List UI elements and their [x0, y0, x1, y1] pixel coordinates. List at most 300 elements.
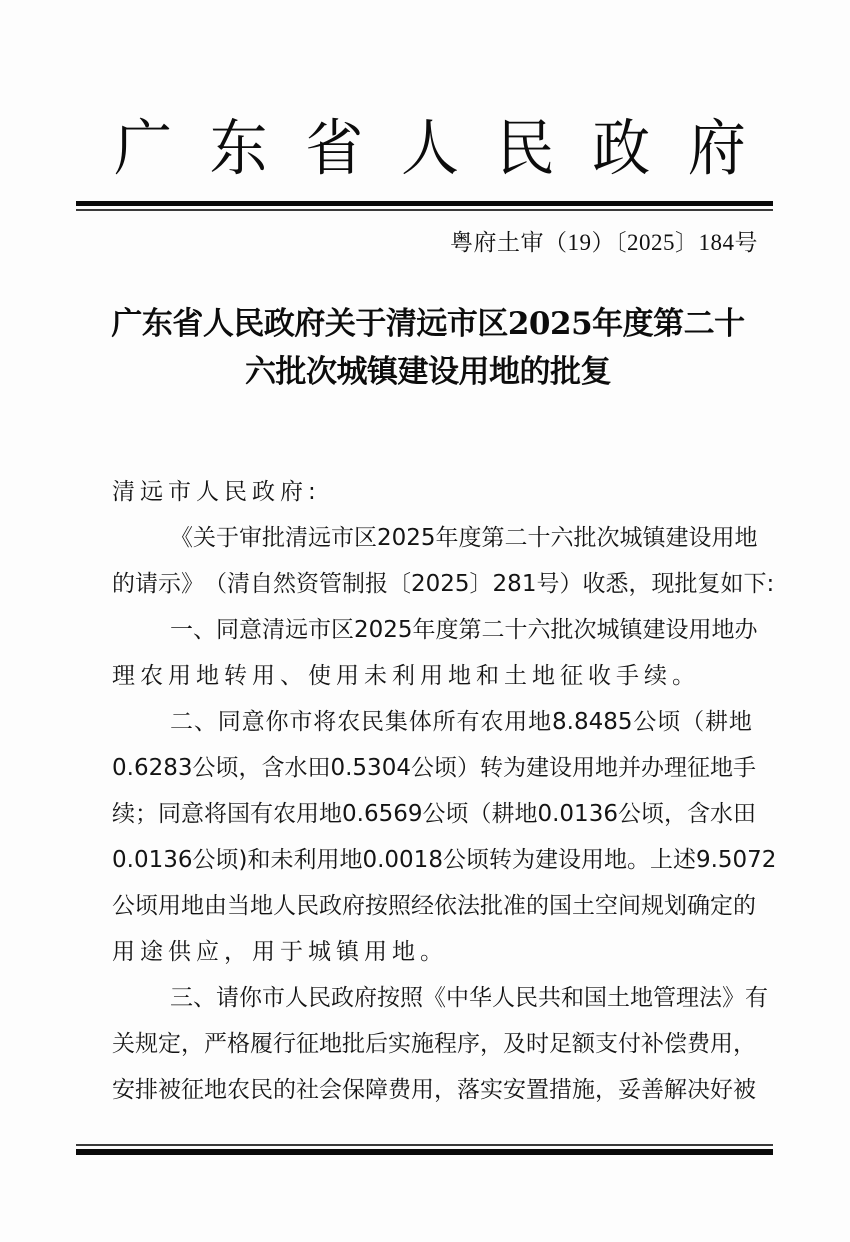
- body-glyph: 0.5304: [330, 755, 411, 781]
- body-glyph: 序: [457, 1031, 480, 1057]
- body-glyph: 照: [400, 985, 423, 1011]
- body-glyph: 中: [446, 985, 469, 1011]
- body-glyph: 足: [549, 1031, 572, 1057]
- body-glyph: 》: [722, 985, 745, 1011]
- body-glyph: 用: [580, 847, 604, 873]
- body-line: [112, 1067, 756, 1113]
- body-glyph: 次: [596, 525, 620, 551]
- body-glyph: 时: [526, 1031, 549, 1057]
- body-glyph: 定: [710, 893, 733, 919]
- body-glyph: 有: [456, 709, 480, 735]
- body-glyph: 经: [411, 893, 434, 919]
- body-glyph: 民: [361, 709, 384, 735]
- body-glyph: 当: [227, 893, 250, 919]
- title-line: 六批次城镇建设用地的批复: [245, 354, 611, 390]
- body-glyph: 转: [479, 755, 503, 781]
- body-glyph: 严: [204, 1031, 227, 1057]
- document-body: [112, 469, 777, 1113]
- body-glyph: 、: [193, 709, 217, 735]
- body-glyph: 土: [572, 893, 595, 919]
- body-glyph: 第: [481, 525, 505, 551]
- body-glyph: 的: [733, 893, 756, 919]
- body-glyph: 0.0136: [537, 801, 618, 827]
- body-line-text: 理农用地转用、使用未利用地和土地征收手续。: [112, 663, 700, 689]
- body-glyph: 手: [732, 755, 756, 781]
- body-glyph: 障: [365, 1077, 388, 1103]
- body-glyph: 的: [526, 893, 549, 919]
- body-glyph: （: [681, 709, 705, 735]
- body-glyph: 二: [481, 617, 505, 643]
- body-glyph: 第: [458, 617, 482, 643]
- body-glyph: 耕: [704, 709, 728, 735]
- body-glyph: 地: [734, 525, 758, 551]
- body-glyph: 建: [534, 847, 558, 873]
- body-glyph: 民: [515, 985, 538, 1011]
- masthead-char: 政: [592, 112, 651, 184]
- body-line: [112, 883, 756, 929]
- body-line: [112, 515, 758, 561]
- body-glyph: 请: [135, 571, 158, 597]
- body-glyph: 办: [640, 755, 664, 781]
- body-glyph: 公: [633, 709, 657, 735]
- body-glyph: 和: [247, 847, 271, 873]
- body-glyph: 顷: [640, 801, 664, 827]
- body-glyph: 用: [296, 801, 319, 827]
- body-glyph: :: [766, 571, 775, 597]
- body-glyph: 号: [536, 571, 560, 597]
- issuer-masthead: [110, 108, 750, 188]
- body-glyph: 用: [688, 617, 712, 643]
- body-glyph: 〕: [469, 571, 493, 597]
- body-glyph: 人: [492, 985, 515, 1011]
- body-glyph: 额: [572, 1031, 595, 1057]
- body-glyph: 费: [388, 1077, 411, 1103]
- body-glyph: 地: [514, 801, 538, 827]
- body-glyph: 、: [193, 985, 216, 1011]
- body-glyph: 于: [216, 525, 239, 551]
- body-glyph: 和: [561, 985, 584, 1011]
- body-line: [112, 929, 752, 975]
- body-glyph: 审: [239, 525, 262, 551]
- body-glyph: ）: [456, 755, 480, 781]
- body-glyph: 解: [664, 1077, 687, 1103]
- body-line: [112, 699, 752, 745]
- body-glyph: 顷: [445, 801, 469, 827]
- body-glyph: 被: [158, 1077, 181, 1103]
- body-glyph: 政: [331, 985, 354, 1011]
- body-glyph: 转: [488, 847, 512, 873]
- body-glyph: 公: [617, 801, 641, 827]
- body-glyph: 资: [296, 571, 319, 597]
- body-glyph: （: [204, 571, 227, 597]
- title-line: 广东省人民政府关于清远市区2025年度第二十: [111, 306, 745, 342]
- body-glyph: ）: [559, 571, 583, 597]
- masthead-char: 广: [113, 112, 172, 184]
- body-glyph: 8.8485: [552, 709, 633, 735]
- body-glyph: 间: [618, 893, 641, 919]
- body-glyph: 上: [649, 847, 673, 873]
- body-glyph: 镇: [642, 525, 666, 551]
- body-glyph: 9.5072: [695, 847, 777, 873]
- body-glyph: 会: [319, 1077, 342, 1103]
- body-glyph: 述: [672, 847, 696, 873]
- body-glyph: 由: [204, 893, 227, 919]
- body-glyph: 设: [665, 617, 689, 643]
- body-glyph: 2025: [377, 525, 436, 551]
- body-glyph: 公: [422, 801, 446, 827]
- body-glyph: 关: [112, 1031, 135, 1057]
- body-glyph: 清: [227, 571, 250, 597]
- body-line: [112, 653, 752, 699]
- body-glyph: 程: [434, 1031, 457, 1057]
- body-glyph: 实: [388, 1031, 411, 1057]
- body-glyph: 清: [262, 617, 285, 643]
- body-glyph: 补: [641, 1031, 664, 1057]
- body-glyph: 有: [250, 801, 273, 827]
- body-glyph: 农: [273, 801, 296, 827]
- body-glyph: 十: [504, 617, 528, 643]
- masthead-char: 省: [305, 112, 364, 184]
- body-glyph: 顷: [433, 755, 457, 781]
- body-line: [112, 975, 768, 1021]
- body-glyph: 用: [504, 709, 528, 735]
- body-glyph: 依: [434, 893, 457, 919]
- body-glyph: 远: [285, 617, 308, 643]
- body-glyph: 公: [112, 893, 135, 919]
- body-glyph: 用: [710, 1031, 733, 1057]
- body-line: [112, 1021, 756, 1067]
- body-glyph: 措: [549, 1077, 572, 1103]
- body-glyph: 办: [734, 617, 758, 643]
- body-glyph: 征: [296, 1031, 319, 1057]
- body-glyph: 设: [688, 525, 712, 551]
- body-glyph: 确: [687, 893, 710, 919]
- body-glyph: 含: [686, 801, 710, 827]
- body-glyph: 市: [331, 525, 354, 551]
- footer-rule-thick: [76, 1149, 773, 1155]
- body-line: [112, 837, 777, 883]
- body-glyph: 排: [135, 1077, 158, 1103]
- body-glyph: 0.6283: [112, 755, 193, 781]
- body-glyph: 意: [239, 617, 262, 643]
- body-line-text: 用途供应，用于城镇用地。: [112, 939, 448, 965]
- body-glyph: 六: [527, 617, 551, 643]
- body-glyph: 妥: [618, 1077, 641, 1103]
- body-glyph: 收: [582, 571, 606, 597]
- body-glyph: 公: [410, 755, 434, 781]
- body-glyph: 善: [641, 1077, 664, 1103]
- body-glyph: 含: [261, 755, 285, 781]
- body-glyph: 规: [641, 893, 664, 919]
- body-glyph: 市: [289, 709, 313, 735]
- body-glyph: 度: [435, 617, 459, 643]
- body-glyph: 二: [170, 709, 193, 735]
- body-glyph: 自: [250, 571, 273, 597]
- body-glyph: 请: [216, 985, 239, 1011]
- body-glyph: 年: [435, 525, 459, 551]
- body-glyph: 水: [709, 801, 733, 827]
- body-glyph: 实: [480, 1077, 503, 1103]
- body-glyph: 281: [492, 571, 537, 597]
- body-glyph: 同: [158, 801, 181, 827]
- body-glyph: 顷: [215, 755, 239, 781]
- body-glyph: 次: [573, 617, 597, 643]
- body-glyph: 社: [296, 1077, 319, 1103]
- body-line: [112, 561, 775, 607]
- body-glyph: ，: [663, 801, 687, 827]
- body-glyph: 空: [595, 893, 618, 919]
- body-glyph: 费: [687, 1031, 710, 1057]
- body-line: [112, 745, 756, 791]
- body-glyph: ，: [733, 1031, 756, 1057]
- body-glyph: 批: [262, 525, 285, 551]
- body-glyph: 建: [525, 755, 549, 781]
- body-glyph: 〔: [388, 571, 411, 597]
- body-glyph: 公: [192, 847, 216, 873]
- body-glyph: 将: [313, 709, 337, 735]
- body-glyph: 批: [573, 525, 597, 551]
- body-glyph: 安: [503, 1077, 526, 1103]
- body-glyph: 支: [595, 1031, 618, 1057]
- body-glyph: 然: [273, 571, 296, 597]
- body-glyph: 报: [365, 571, 388, 597]
- body-glyph: 格: [227, 1031, 250, 1057]
- body-glyph: ；: [135, 801, 158, 827]
- header-rule-thick: [76, 201, 773, 206]
- body-glyph: 田: [732, 801, 756, 827]
- body-glyph: 置: [526, 1077, 549, 1103]
- body-glyph: 地: [603, 847, 627, 873]
- body-glyph: 。: [626, 847, 650, 873]
- body-glyph: 区: [331, 617, 354, 643]
- body-glyph: 地: [204, 1077, 227, 1103]
- body-glyph: 征: [181, 1077, 204, 1103]
- body-glyph: 批: [480, 893, 503, 919]
- body-glyph: 六: [550, 525, 574, 551]
- body-glyph: 顷: [135, 893, 158, 919]
- body-glyph: 现: [651, 571, 675, 597]
- body-glyph: 年: [412, 617, 436, 643]
- body-glyph: 决: [687, 1077, 710, 1103]
- body-glyph: 的: [273, 1077, 296, 1103]
- body-glyph: 十: [527, 525, 551, 551]
- body-glyph: 市: [262, 985, 285, 1011]
- body-glyph: 同: [216, 617, 239, 643]
- body-glyph: 用: [411, 1077, 434, 1103]
- body-glyph: 土: [607, 985, 630, 1011]
- body-glyph: 用: [571, 755, 595, 781]
- body-glyph: 民: [250, 1077, 273, 1103]
- body-glyph: 批: [550, 617, 574, 643]
- body-glyph: 意: [181, 801, 204, 827]
- body-glyph: 国: [549, 893, 572, 919]
- body-paragraphs: [112, 515, 777, 1113]
- body-glyph: ): [238, 847, 248, 873]
- body-glyph: 照: [388, 893, 411, 919]
- body-glyph: 管: [319, 571, 342, 597]
- body-glyph: 地: [250, 893, 273, 919]
- body-glyph: 顷: [657, 709, 681, 735]
- body-glyph: 地: [709, 755, 733, 781]
- body-glyph: ，: [238, 755, 262, 781]
- body-glyph: 被: [733, 1077, 756, 1103]
- addressee: [112, 469, 752, 515]
- body-glyph: 公: [192, 755, 216, 781]
- body-glyph: 你: [265, 709, 289, 735]
- body-glyph: 划: [664, 893, 687, 919]
- document-number: 粤府土审（19）〔2025〕184号: [450, 230, 758, 255]
- body-glyph: 府: [354, 985, 377, 1011]
- body-glyph: 将: [204, 801, 227, 827]
- body-glyph: 人: [273, 893, 296, 919]
- body-glyph: 农: [227, 1077, 250, 1103]
- body-glyph: 国: [227, 801, 250, 827]
- body-glyph: 用: [711, 525, 735, 551]
- body-glyph: 政: [319, 893, 342, 919]
- body-glyph: 按: [365, 893, 388, 919]
- body-glyph: 地: [594, 755, 618, 781]
- body-glyph: 耕: [491, 801, 515, 827]
- body-glyph: 为: [511, 847, 535, 873]
- masthead-char: 东: [209, 112, 268, 184]
- body-glyph: 《: [170, 525, 193, 551]
- body-glyph: 建: [665, 525, 689, 551]
- body-glyph: 0.0018: [362, 847, 443, 873]
- body-line: [112, 607, 758, 653]
- body-glyph: 后: [365, 1031, 388, 1057]
- body-glyph: 并: [617, 755, 641, 781]
- body-glyph: 理: [663, 755, 687, 781]
- body-glyph: 田: [307, 755, 331, 781]
- body-glyph: 续: [112, 801, 135, 827]
- body-glyph: 按: [377, 985, 400, 1011]
- body-glyph: 城: [619, 525, 643, 551]
- body-glyph: 偿: [664, 1031, 687, 1057]
- body-glyph: 地: [728, 709, 752, 735]
- body-glyph: 2025: [411, 571, 470, 597]
- body-glyph: 国: [584, 985, 607, 1011]
- body-glyph: 批: [674, 571, 698, 597]
- body-glyph: 人: [285, 985, 308, 1011]
- body-glyph: 保: [342, 1077, 365, 1103]
- body-glyph: 准: [503, 893, 526, 919]
- body-glyph: 及: [503, 1031, 526, 1057]
- body-glyph: 集: [384, 709, 408, 735]
- body-glyph: 地: [630, 985, 653, 1011]
- body-glyph: 安: [112, 1077, 135, 1103]
- body-glyph: 地: [339, 847, 363, 873]
- body-glyph: 同: [217, 709, 241, 735]
- body-glyph: 2025: [354, 617, 413, 643]
- body-glyph: 理: [676, 985, 699, 1011]
- body-glyph: 地: [319, 1031, 342, 1057]
- body-glyph: 批: [342, 1031, 365, 1057]
- body-glyph: 《: [423, 985, 446, 1011]
- body-glyph: 好: [710, 1077, 733, 1103]
- body-glyph: 建: [642, 617, 666, 643]
- body-glyph: 民: [296, 893, 319, 919]
- body-glyph: 清: [285, 525, 308, 551]
- body-glyph: （: [468, 801, 492, 827]
- body-glyph: 用: [158, 893, 181, 919]
- body-glyph: 制: [342, 571, 365, 597]
- body-glyph: 法: [457, 893, 480, 919]
- body-glyph: 城: [596, 617, 620, 643]
- body-glyph: 为: [502, 755, 526, 781]
- body-glyph: 法: [699, 985, 722, 1011]
- body-glyph: 施: [411, 1031, 434, 1057]
- body-glyph: 规: [135, 1031, 158, 1057]
- body-glyph: 落: [457, 1077, 480, 1103]
- body-glyph: 地: [711, 617, 735, 643]
- body-glyph: 水: [284, 755, 308, 781]
- body-glyph: 地: [319, 801, 342, 827]
- body-glyph: 农: [337, 709, 361, 735]
- body-glyph: 》: [181, 571, 204, 597]
- body-glyph: 利: [293, 847, 317, 873]
- document-title: [108, 300, 748, 396]
- body-glyph: 悉: [605, 571, 629, 597]
- body-glyph: 行: [273, 1031, 296, 1057]
- body-glyph: 0.0136: [112, 847, 193, 873]
- body-glyph: 公: [442, 847, 466, 873]
- body-glyph: 设: [548, 755, 572, 781]
- body-glyph: 体: [408, 709, 432, 735]
- body-glyph: 下: [743, 571, 767, 597]
- body-glyph: ，: [480, 1031, 503, 1057]
- body-glyph: 意: [241, 709, 265, 735]
- body-glyph: 一: [170, 617, 193, 643]
- header-rule-thin: [76, 209, 773, 211]
- body-glyph: 、: [193, 617, 216, 643]
- body-glyph: 远: [308, 525, 331, 551]
- body-glyph: 0.6569: [342, 801, 423, 827]
- body-glyph: 民: [308, 985, 331, 1011]
- addressee-text: 清远市人民政府:: [112, 479, 321, 505]
- body-glyph: 如: [720, 571, 744, 597]
- masthead-char: 人: [400, 112, 459, 184]
- body-glyph: ，: [628, 571, 652, 597]
- body-glyph: 设: [557, 847, 581, 873]
- body-glyph: 地: [528, 709, 552, 735]
- body-glyph: 镇: [619, 617, 643, 643]
- body-glyph: 顷: [465, 847, 489, 873]
- body-glyph: 付: [618, 1031, 641, 1057]
- body-glyph: 府: [342, 893, 365, 919]
- body-glyph: 管: [653, 985, 676, 1011]
- body-glyph: ，: [181, 1031, 204, 1057]
- body-glyph: 履: [250, 1031, 273, 1057]
- body-glyph: 华: [469, 985, 492, 1011]
- body-glyph: 共: [538, 985, 561, 1011]
- body-glyph: 你: [239, 985, 262, 1011]
- body-glyph: 有: [745, 985, 768, 1011]
- body-glyph: 顷: [215, 847, 239, 873]
- body-line: [112, 791, 756, 837]
- body-glyph: 的: [112, 571, 135, 597]
- masthead-char: 民: [496, 112, 555, 184]
- body-glyph: 用: [316, 847, 340, 873]
- masthead-char: 府: [687, 112, 746, 184]
- body-glyph: 二: [504, 525, 528, 551]
- body-glyph: 未: [270, 847, 294, 873]
- body-glyph: 度: [458, 525, 482, 551]
- body-glyph: 征: [686, 755, 710, 781]
- body-glyph: 三: [170, 985, 193, 1011]
- body-glyph: 关: [193, 525, 216, 551]
- body-glyph: 复: [697, 571, 721, 597]
- footer-rule-thin: [76, 1144, 773, 1146]
